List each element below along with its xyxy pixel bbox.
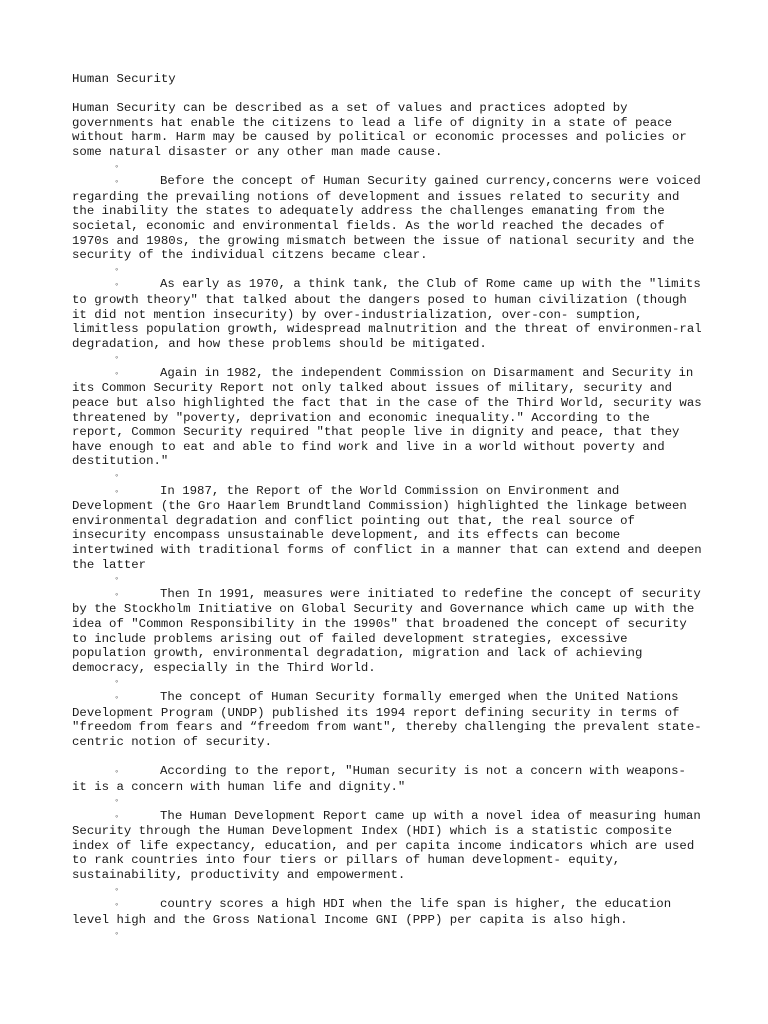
- bullet-marker: ◦: [114, 796, 120, 807]
- bullet-marker: ◦: [114, 574, 120, 585]
- bullet-marker: ◦: [114, 264, 120, 275]
- bullet-marker: ◦: [114, 811, 120, 822]
- intro-paragraph: Human Security can be described as a set of values and practices adopted by governments hat enable the citizens to lead a life of dignity in a state of peace without harm. Harm may be caused by political or economic processes and policies or some natural disaster or any other man made cause.: [72, 101, 687, 159]
- paragraph-text: As early as 1970, a think tank, the Club of Rome came up with the "limits to growth theory" that talked about the dangers posed to human civilization (though it did not mention insecurity) by over-industrialization, over-con- sumption, limitless population growth, widespread malnutrition and the threat of environmen-ral degradation, and how these problems should be mitigated.: [72, 277, 702, 351]
- bullet-marker: ◦: [114, 161, 120, 172]
- bullet-marker: ◦: [114, 677, 120, 688]
- paragraph-report-quote: [72, 764, 702, 794]
- bullet-marker: ◦: [114, 486, 120, 497]
- paragraph-hdi-score: [72, 897, 702, 927]
- paragraph-common-security: [72, 366, 702, 469]
- paragraph-brundtland: [72, 484, 702, 573]
- paragraph-text: Again in 1982, the independent Commission on Disarmament and Security in its Common Security Report not only talked about issues of military, security and peace but also highlighted the fact that in the case of the Third World, security was threatened by "poverty, deprivation and economic inequality." According to the report, Common Security required "that people live in dignity and peace, that they have enough to eat and able to find work and live in a world without poverty and destitution.": [72, 365, 702, 469]
- paragraph-text: Before the concept of Human Security gained currency,concerns were voiced regarding the prevailing notions of development and issues related to security and the inability the states to adequately address the challenges emanating from the societal, economic and environmental fields. As the world reached the decades of 1970s and 1980s, the growing mismatch between the issue of national security and the security of the individual citzens became clear.: [72, 174, 701, 263]
- bullet-marker: ◦: [114, 368, 120, 379]
- bullet-marker: ◦: [114, 471, 120, 482]
- paragraph-hdi: [72, 809, 702, 883]
- paragraph-club-of-rome: [72, 277, 702, 351]
- bullet-marker: ◦: [114, 692, 120, 703]
- paragraph-stockholm: [72, 587, 702, 676]
- document-body: [72, 72, 702, 942]
- bullet-marker: ◦: [114, 589, 120, 600]
- paragraph-text: country scores a high HDI when the life span is higher, the education level high and the Gross National Income GNI (PPP) per capita is also high.: [72, 897, 672, 927]
- paragraph-text: The concept of Human Security formally emerged when the United Nations Development Program (UNDP) published its 1994 report defining security in terms of "freedom from fears and “freedom from want", thereby challenging the prevalent state-centric notion of security.: [72, 689, 702, 749]
- document-title: Human Security: [72, 72, 176, 86]
- paragraph-undp: [72, 690, 702, 749]
- paragraph-text: Then In 1991, measures were initiated to redefine the concept of security by the Stockholm Initiative on Global Security and Governance which came up with the idea of "Common Responsibility in the 1990s" that broadened the concept of security to include problems arising out of failed development strategies, excessive population growth, environmental degradation, migration and lack of achieving democracy, especially in the Third World.: [72, 586, 701, 675]
- bullet-marker: ◦: [114, 353, 120, 364]
- bullet-marker: ◦: [114, 177, 120, 188]
- blank-line: [72, 749, 702, 764]
- bullet-marker: ◦: [114, 766, 120, 777]
- bullet-marker: ◦: [114, 884, 120, 895]
- bullet-marker: ◦: [114, 900, 120, 911]
- paragraph-text: According to the report, "Human security is not a concern with weapons- it is a concern with human life and dignity.": [72, 763, 686, 794]
- paragraph-text: In 1987, the Report of the World Commission on Environment and Development (the Gro Haarlem Brundtland Commission) highlighted the linkage between environmental degradation and conflict pointing out that, the real source of insecurity encompass unsustainable development, and its effects can become intertwined with traditional forms of conflict in a manner that can extend and deepen the latter: [72, 483, 702, 572]
- bullet-marker: ◦: [114, 280, 120, 291]
- bullet-marker: ◦: [114, 929, 120, 940]
- paragraph-concerns: [72, 174, 702, 263]
- paragraph-text: The Human Development Report came up with a novel idea of measuring human Security through the Human Development Index (HDI) which is a statistic composite index of life expectancy, education, and per capita income indicators which are used to rank countries into four tiers or pillars of human development- equity, sustainability, productivity and empowerment.: [72, 808, 701, 883]
